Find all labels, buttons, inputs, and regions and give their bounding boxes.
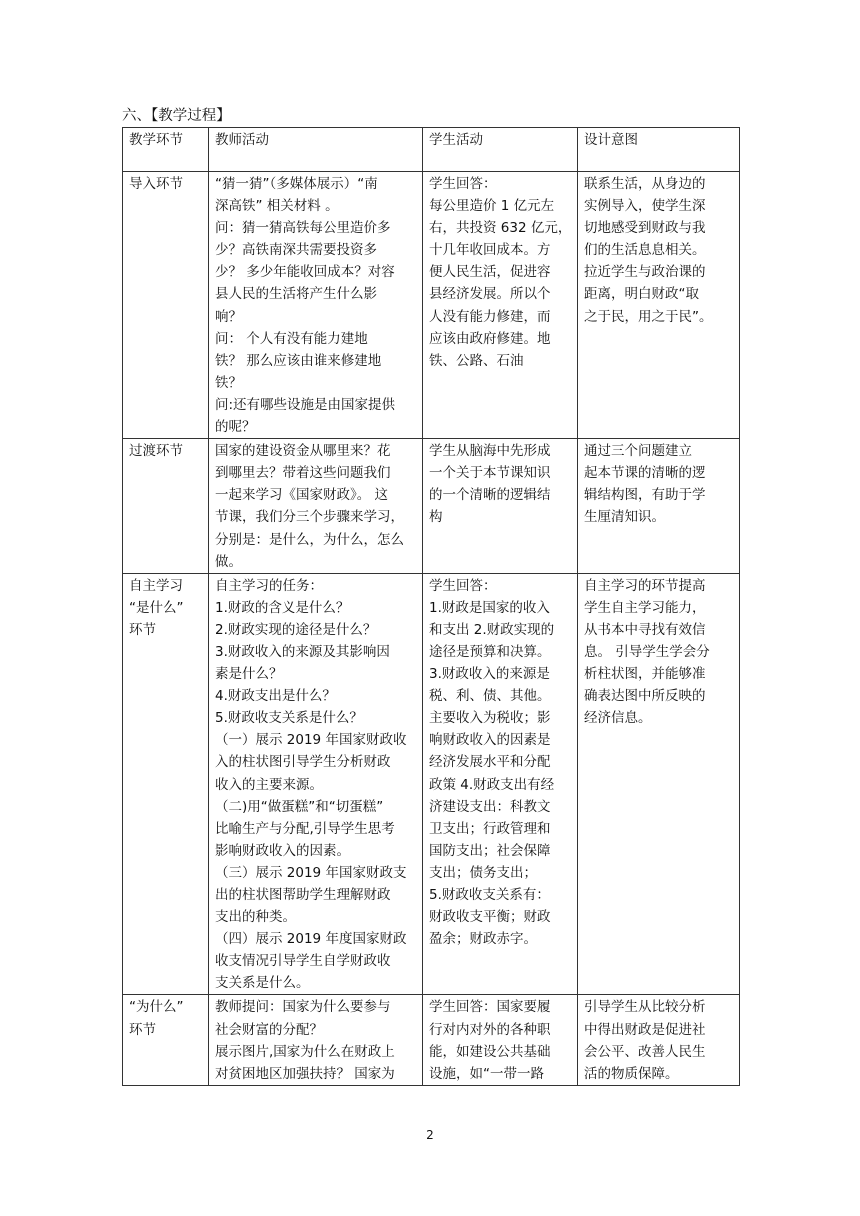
- teaching-process-table: [122, 127, 740, 1086]
- cell-line: 辑结构图，有助于学: [584, 487, 706, 504]
- cell-line: 右，共投资 632 亿元，: [429, 220, 572, 237]
- stage-cell: [123, 172, 209, 439]
- cell-line: 自主学习的环节提高: [584, 577, 706, 594]
- cell-line: 起本节课的清晰的逻: [584, 465, 706, 482]
- cell-line: 从书本中寻找有效信: [584, 621, 706, 638]
- teacher-activity-cell: [209, 172, 423, 439]
- cell-line: 每公里造价 1 亿元左: [429, 198, 555, 215]
- cell-line: 人没有能力修建，而: [429, 308, 551, 325]
- cell-line: 学生回答：国家要履: [429, 999, 551, 1016]
- section-title: 六、【教学过程】: [122, 108, 231, 124]
- cell-line: 问：猜一猜高铁每公里造价多: [215, 220, 391, 237]
- cell-line: 出的柱状图帮助学生理解财政: [215, 887, 391, 903]
- cell-line: 国防支出；社会保障: [429, 842, 551, 859]
- cell-line: 切地感受到财政与我: [584, 220, 706, 237]
- table-row: [123, 573, 740, 995]
- cell-line: 途径是预算和决算。: [429, 643, 551, 660]
- cell-line: 应该由政府修建。地: [429, 330, 551, 347]
- cell-line: 2.财政实现的途径是什么？: [215, 621, 377, 638]
- cell-line: 学生自主学习能力，: [584, 599, 706, 616]
- design-intent-cell: [578, 995, 740, 1085]
- cell-line: （二)用“做蛋糕”和“切蛋糕”: [215, 798, 384, 815]
- student-activity-cell: [423, 172, 578, 439]
- cell-line: 过渡环节: [129, 443, 183, 460]
- cell-line: 县经济发展。所以个: [429, 286, 551, 303]
- design-intent-cell: [578, 172, 740, 439]
- header-student-activity: 学生活动: [423, 128, 578, 172]
- cell-line: 1.财政是国家的收入: [429, 599, 550, 616]
- table-row: [123, 172, 740, 439]
- stage-cell: [123, 573, 209, 995]
- table-header-row: [123, 128, 740, 172]
- cell-line: 3.财政收入的来源及其影响因: [215, 643, 390, 660]
- student-activity-cell: [423, 995, 578, 1085]
- cell-line: 一起来学习《国家财政》。 这: [215, 487, 389, 504]
- header-stage: 教学环节: [123, 128, 209, 172]
- cell-line: 行对内对外的各种职: [429, 1021, 551, 1038]
- cell-line: 到哪里去？带着这些问题我们: [215, 465, 391, 482]
- cell-line: 联系生活，从身边的: [584, 176, 706, 192]
- cell-line: 之于民，用之于民”。: [584, 308, 713, 325]
- page-number: 2: [426, 1128, 434, 1142]
- cell-line: 学生回答：: [429, 176, 497, 192]
- cell-line: 深高铁” 相关材料 。: [215, 198, 339, 215]
- cell-line: 节课，我们分三个步骤来学习，: [215, 509, 404, 526]
- cell-line: 支出的种类。: [215, 909, 296, 926]
- cell-line: 响？: [215, 308, 242, 325]
- teacher-activity-cell: [209, 573, 423, 995]
- cell-line: 通过三个问题建立: [584, 443, 692, 460]
- cell-line: “为什么”: [129, 999, 184, 1016]
- cell-line: 盈余；财政赤字。: [429, 931, 537, 948]
- cell-line: 环节: [129, 1021, 156, 1038]
- cell-line: 的呢？: [215, 419, 256, 436]
- cell-line: 支关系是什么。: [215, 975, 310, 992]
- cell-line: 5.财政收支关系有：: [429, 887, 550, 903]
- cell-line: （四）展示 2019 年度国家财政: [215, 931, 407, 948]
- cell-line: 能，如建设公共基础: [429, 1043, 551, 1060]
- teacher-activity-cell: [209, 995, 423, 1085]
- cell-line: 收入的主要来源。: [215, 776, 323, 793]
- student-activity-cell: [423, 573, 578, 995]
- cell-line: 学生从脑海中先形成: [429, 443, 551, 460]
- cell-line: 入的柱状图引导学生分析财政: [215, 754, 391, 771]
- cell-line: 少？高铁南深共需要投资多: [215, 242, 377, 259]
- cell-line: 国家的建设资金从哪里来？花: [215, 443, 391, 460]
- cell-line: 实例导入，使学生深: [584, 198, 706, 215]
- cell-line: 主要收入为税收；影: [429, 710, 551, 727]
- cell-line: 中得出财政是促进社: [584, 1021, 706, 1038]
- cell-line: 少？ 多少年能收回成本？对容: [215, 264, 395, 281]
- design-intent-cell: [578, 573, 740, 995]
- cell-line: 自主学习: [129, 577, 183, 594]
- cell-line: 会公平、改善人民生: [584, 1043, 706, 1060]
- cell-line: （三）展示 2019 年国家财政支: [215, 864, 407, 881]
- cell-line: 引导学生从比较分析: [584, 999, 706, 1016]
- cell-line: （一）展示 2019 年国家财政收: [215, 732, 407, 749]
- cell-line: 1.财政的含义是什么？: [215, 599, 350, 616]
- cell-line: 的一个清晰的逻辑结: [429, 487, 551, 504]
- cell-line: 拉近学生与政治课的: [584, 264, 706, 281]
- cell-line: 析柱状图，并能够准: [584, 666, 706, 683]
- cell-line: 环节: [129, 621, 156, 638]
- student-activity-cell: [423, 439, 578, 574]
- cell-line: 铁？: [215, 374, 242, 391]
- cell-line: 一个关于本节课知识: [429, 465, 551, 482]
- cell-line: 财政收支平衡；财政: [429, 909, 551, 926]
- cell-line: 3.财政收入的来源是: [429, 666, 550, 683]
- cell-line: 学生回答：: [429, 577, 497, 594]
- cell-line: 素是什么？: [215, 666, 283, 683]
- teacher-activity-cell: [209, 439, 423, 574]
- stage-cell: [123, 439, 209, 574]
- header-teacher-activity: 教师活动: [209, 128, 423, 172]
- cell-line: 县人民的生活将产生什么影: [215, 286, 377, 303]
- stage-cell: [123, 995, 209, 1085]
- cell-line: 导入环节: [129, 176, 183, 192]
- cell-line: 经济信息。: [584, 710, 652, 727]
- cell-line: 支出；债务支出；: [429, 864, 537, 881]
- cell-line: 卫支出；行政管理和: [429, 820, 551, 837]
- cell-line: 十几年收回成本。方: [429, 242, 551, 259]
- cell-line: 响财政收入的因素是: [429, 732, 551, 749]
- cell-line: 们的生活息息相关。: [584, 242, 706, 259]
- cell-line: 影响财政收入的因素。: [215, 842, 350, 859]
- header-design-intent: 设计意图: [578, 128, 740, 172]
- cell-line: 问:还有哪些设施是由国家提供: [215, 396, 396, 413]
- cell-line: 铁、公路、石油: [429, 352, 524, 369]
- cell-line: 收支情况引导学生自学财政收: [215, 953, 391, 970]
- cell-line: 和支出 2.财政实现的: [429, 621, 555, 638]
- cell-line: 自主学习的任务：: [215, 577, 323, 594]
- cell-line: 息。 引导学生学会分: [584, 643, 710, 660]
- table-row: [123, 995, 740, 1085]
- cell-line: 距离，明白财政“取: [584, 286, 699, 303]
- cell-line: 构: [429, 509, 443, 526]
- cell-line: “猜一猜”（多媒体展示）“南: [215, 176, 378, 192]
- cell-line: 比喻生产与分配,引导学生思考: [215, 820, 395, 837]
- cell-line: 教师提问：国家为什么要参与: [215, 999, 391, 1016]
- design-intent-cell: [578, 439, 740, 574]
- cell-line: 便人民生活，促进容: [429, 264, 551, 281]
- cell-line: 分别是：是什么，为什么，怎么: [215, 531, 404, 548]
- cell-line: “是什么”: [129, 599, 184, 616]
- cell-line: 活的物质保障。: [584, 1065, 679, 1082]
- cell-line: 问： 个人有没有能力建地: [215, 330, 368, 347]
- cell-line: 展示图片,国家为什么在财政上: [215, 1043, 395, 1060]
- cell-line: 设施，如“一带一路: [429, 1065, 544, 1082]
- cell-line: 铁？ 那么应该由谁来修建地: [215, 352, 382, 369]
- cell-line: 4.财政支出是什么？: [215, 688, 336, 705]
- cell-line: 济建设支出：科教文: [429, 798, 551, 815]
- cell-line: 对贫困地区加强扶持？ 国家为: [215, 1065, 395, 1082]
- cell-line: 5.财政收支关系是什么？: [215, 710, 363, 727]
- cell-line: 做。: [215, 553, 242, 570]
- table-row: [123, 439, 740, 574]
- cell-line: 社会财富的分配？: [215, 1021, 323, 1038]
- cell-line: 经济发展水平和分配: [429, 754, 551, 771]
- cell-line: 确表达图中所反映的: [584, 688, 706, 705]
- cell-line: 税、利、债、其他。: [429, 688, 551, 705]
- cell-line: 政策 4.财政支出有经: [429, 776, 555, 793]
- cell-line: 生厘清知识。: [584, 509, 665, 526]
